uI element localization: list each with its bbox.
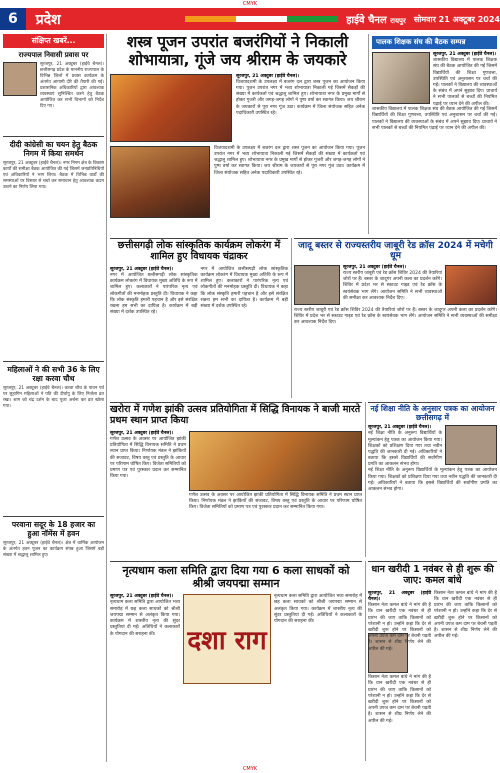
lead-body-cont: विजयादशमी के उपलक्ष्य में बजरंग दल द्वारा शस्त्र पूजन का आयोजन किया गया। पूजन उपरांत नगर में भव्य शोभायात्रा निकाली गई जिसमें सैकड़ों की संख्या में कार्यकर्ता एवं श्रद्धालु शामिल हुए। शोभायात्रा नगर के प्रमुख मार्गों से होकर गुजरी और जगह-जगह लोगों ने पुष्प वर्षा कर स्वागत किया। जय श्रीराम के जयकारों से पूरा नगर गूंज उठा। कार्यक्रम में जिला संयोजक सहित अनेक पदाधिकारी उपस्थित रहे। <box>214 145 365 176</box>
ganesh-body-cont: गणेश उत्सव के अवसर पर आयोजित झांकी प्रतियोगिता में सिद्धि विनायक समिति ने प्रथम स्थान प्राप्त किया। निर्णायक मंडल ने झांकियों की सजावट, विषय वस्तु एवं प्रस्तुति के आधार पर परिणाम घोषित किए। विजेता समितियों को प्रमाण पत्र एवं पुरस्कार प्रदान कर सम्मानित किया गया। <box>189 492 362 511</box>
culture-dateline: सूरजपुर, 21 अक्टूबर (हाईवे चैनल)। <box>110 266 174 272</box>
masthead <box>0 8 500 30</box>
ganesh-photo <box>189 431 362 491</box>
paddy-body: किसान नेता कमल बांधे ने मांग की है कि धान खरीदी एक नवंबर से ही प्रारंभ की जाए ताकि किसानों को परेशानी न हो। उन्होंने कहा कि देर से खरीदी शुरू होने पर किसानों को अपनी उपज कम दाम पर बेचनी पड़ती है। शासन से शीघ्र निर्णय लेने की अपील की गई। <box>368 603 431 652</box>
paddy-body-cont: किसान नेता कमल बांधे ने मांग की है कि धान खरीदी एक नवंबर से ही प्रारंभ की जाए ताकि किसानों को परेशानी न हो। उन्होंने कहा कि देर से खरीदी शुरू होने पर किसानों को अपनी उपज कम दाम पर बेचनी पड़ती है। शासन से शीघ्र निर्णय लेने की अपील की गई। <box>368 675 431 724</box>
sidebar-item-title: परवाना सदूर के 18 हजार का हुआ नॉमेंस में हवन <box>11 520 96 539</box>
brand-name: हाईवे चैनल रायपुर <box>346 15 406 26</box>
magic-story <box>294 238 497 398</box>
culture-story <box>110 238 288 398</box>
culture-headline: छत्तीसगढ़ी लोक सांस्कृतिक कार्यक्रम लोकरंग में शामिल हुए विधायक चंद्राकर <box>117 240 281 262</box>
culture-body: नगर में आयोजित छत्तीसगढ़ी लोक सांस्कृतिक कार्यक्रम लोकरंग में विधायक मुख्य अतिथि के रूप में शामिल हुए। कलाकारों ने पारंपरिक नृत्य एवं लोकगीतों की मनमोहक प्रस्तुति दी। विधायक ने कहा कि लोक संस्कृति हमारी पहचान है और इसे संरक्षित रखना हम सभी का दायित्व है। कार्यक्रम में बड़ी संख्या में दर्शक उपस्थित रहे। <box>110 273 198 316</box>
tricolor-strip <box>185 16 339 22</box>
sidebar-item-title: महिलाओं ने की सभी 36 के लिए रक्षा करवा चौथ <box>7 365 100 384</box>
sidebar-item-body: सूरजपुर, 21 अक्टूबर (हाईवे चैनल)। छत्तीसगढ़ प्रदेश के माननीय राज्यपाल के विभिन्न जिलों में प्रवास कार्यक्रम के अंतर्गत आगामी दौरे की तैयारी की गई। प्रशासनिक अधिकारियों द्वारा आवश्यक व्यवस्थाएं सुनिश्चित करने हेतु बैठक आयोजित कर सभी विभागों को निर्देश दिए गए। <box>40 62 104 110</box>
sidebar-item-title: राज्यपाल निवासी प्रवास पर <box>18 51 89 59</box>
education-story <box>368 402 497 557</box>
column-divider <box>291 238 292 398</box>
column-divider <box>106 34 107 762</box>
magic-photo-2 <box>445 265 497 305</box>
sidebar-item-body: सूरजपुर, 21 अक्टूबर (हाईवे चैनल)। क्षेत्र में धार्मिक आयोजन के अंतर्गत हवन पूजन का कार्यक्रम संपन्न हुआ जिसमें बड़ी संख्या में श्रद्धालु शामिल हुए। <box>3 541 104 559</box>
ptm-headline: पालक शिक्षक संघ की बैठक सम्पन्न <box>372 36 497 49</box>
lead-headline: शस्त्र पूजन उपरांत बजरंगियों ने निकाली शोभायात्रा, गूंजे जय श्रीराम के जयकारे <box>126 33 349 69</box>
paddy-headline: धान खरीदी 1 नवंबर से ही शुरू की जाए: कमल बांधे <box>371 564 494 586</box>
brand-city: रायपुर <box>390 17 406 25</box>
ptm-body: शासकीय विद्यालय में पालक शिक्षक संघ की बैठक आयोजित की गई जिसमें विद्यार्थियों की शिक्षा गुणवत्ता, उपस्थिति एवं अनुशासन पर चर्चा की गई। पालकों ने विद्यालय की व्यवस्थाओं के संबंध में अपने सुझाव दिए। प्राचार्य ने सभी पालकों से बच्चों की नियमित पढ़ाई पर ध्यान देने की अपील की। <box>433 58 497 107</box>
magic-headline: जादू बस्तर से राज्यस्तरीय जाबूरी रेड क्रॉस 2024 में मचेगी धूम <box>298 241 493 262</box>
nritya-body-cont: नृत्यधाम कला समिति द्वारा आयोजित भव्य समारोह में छह कला साधकों को श्रीश्री जयपद्मा सम्मान से अलंकृत किया गया। कार्यक्रम में शास्त्रीय नृत्य की सुंदर प्रस्तुतियां दी गईं। अतिथियों ने कलाकारों के योगदान की सराहना की। <box>274 594 362 625</box>
nritya-headline: नृत्यधाम कला समिति द्वारा दिया गया 6 कला साधकों को श्रीश्री जयपद्मा सम्मान <box>122 564 350 590</box>
lead-dateline: सूरजपुर, 21 अक्टूबर (हाईवे चैनल)। <box>236 73 300 79</box>
nritya-story <box>110 561 362 761</box>
issue-date: सोमवार 21 अक्टूबर 2024 <box>413 14 500 24</box>
column-divider <box>365 561 366 761</box>
column-divider <box>365 402 366 557</box>
sidebar-header: संक्षिप्त खबरें... <box>3 34 104 48</box>
nritya-body: नृत्यधाम कला समिति द्वारा आयोजित भव्य समारोह में छह कला साधकों को श्रीश्री जयपद्मा सम्मान से अलंकृत किया गया। कार्यक्रम में शास्त्रीय नृत्य की सुंदर प्रस्तुतियां दी गईं। अतिथियों ने कलाकारों के योगदान की सराहना की। <box>110 600 180 637</box>
education-photo <box>445 425 497 465</box>
cmyk-mark-top: CMYK <box>242 1 258 7</box>
procession-photo <box>110 146 210 218</box>
cmyk-mark-bottom: CMYK <box>242 766 258 772</box>
nritya-dateline: सूरजपुर, 21 अक्टूबर (हाईवे चैनल)। <box>110 594 174 600</box>
ganesh-story <box>110 402 362 557</box>
paddy-body-cont-2: किसान नेता कमल बांधे ने मांग की है कि धान खरीदी एक नवंबर से ही प्रारंभ की जाए ताकि किसानों को परेशानी न हो। उन्होंने कहा कि देर से खरीदी शुरू होने पर किसानों को अपनी उपज कम दाम पर बेचनी पड़ती है। शासन से शीघ्र निर्णय लेने की अपील की गई। <box>434 590 497 640</box>
paddy-story <box>368 561 497 761</box>
section-title: प्रदेश <box>35 11 61 28</box>
culture-body-cont: नगर में आयोजित छत्तीसगढ़ी लोक सांस्कृतिक कार्यक्रम लोकरंग में विधायक मुख्य अतिथि के रूप में शामिल हुए। कलाकारों ने पारंपरिक नृत्य एवं लोकगीतों की मनमोहक प्रस्तुति दी। विधायक ने कहा कि लोक संस्कृति हमारी पहचान है और इसे संरक्षित रखना हम सभी का दायित्व है। कार्यक्रम में बड़ी संख्या में दर्शक उपस्थित रहे। <box>200 266 288 310</box>
education-headline: नई शिक्षा नीति के अनुसार पत्रक का आयोजन छत्तीसगढ़ में <box>370 404 495 422</box>
lead-body: विजयादशमी के उपलक्ष्य में बजरंग दल द्वारा शस्त्र पूजन का आयोजन किया गया। पूजन उपरांत नगर में भव्य शोभायात्रा निकाली गई जिसमें सैकड़ों की संख्या में कार्यकर्ता एवं श्रद्धालु शामिल हुए। शोभायात्रा नगर के प्रमुख मार्गों से होकर गुजरी और जगह-जगह लोगों ने पुष्प वर्षा कर स्वागत किया। जय श्रीराम के जयकारों से पूरा नगर गूंज उठा। कार्यक्रम में जिला संयोजक सहित अनेक पदाधिकारी उपस्थित रहे। <box>236 79 365 116</box>
education-body-cont: नई शिक्षा नीति के अनुरूप विद्यार्थियों के मूल्यांकन हेतु पत्रक का आयोजन किया गया। शिक्षकों को प्रशिक्षण दिया गया तथा नवीन पद्धति की जानकारी दी गई। अधिकारियों ने बताया कि इससे विद्यार्थियों की सर्वांगीण प्रगति का आकलन संभव होगा। <box>368 468 497 493</box>
paddy-dateline: सूरजपुर, 21 अक्टूबर (हाईवे चैनल)। <box>368 590 431 603</box>
magic-dateline: सूरजपुर, 21 अक्टूबर (हाईवे चैनल)। <box>343 264 407 270</box>
ganesh-body: गणेश उत्सव के अवसर पर आयोजित झांकी प्रतियोगिता में सिद्धि विनायक समिति ने प्रथम स्थान प्राप्त किया। निर्णायक मंडल ने झांकियों की सजावट, विषय वस्तु एवं प्रस्तुति के आधार पर परिणाम घोषित किए। विजेता समितियों को प्रमाण पत्र एवं पुरस्कार प्रदान कर सम्मानित किया गया। <box>110 437 186 480</box>
magic-photo <box>294 265 340 305</box>
sidebar-item-body: सूरजपुर, 21 अक्टूबर (हाईवे चैनल)। करवा चौथ के पावन पर्व पर सुहागिन महिलाओं ने पति की दीर्घायु के लिए निर्जला व्रत रखा। शाम को चंद्र दर्शन के बाद पूजा अर्चना कर व्रत खोला गया। <box>3 386 104 410</box>
dance-poster: दशा राग <box>183 594 271 684</box>
magic-body: राज्य स्तरीय जाबूरी एवं रेड क्रॉस शिविर 2024 की तैयारियां जोरों पर हैं। बस्तर के जादूगर अपनी कला का प्रदर्शन करेंगे। शिविर में प्रदेश भर से स्काउट गाइड एवं रेड क्रॉस के स्वयंसेवक भाग लेंगे। आयोजन समिति ने सभी व्यवस्थाओं की समीक्षा कर आवश्यक निर्देश दिए। <box>343 270 442 301</box>
education-dateline: सूरजपुर, 21 अक्टूबर (हाईवे चैनल)। <box>368 425 432 431</box>
column-divider <box>368 34 369 234</box>
ptm-body-cont: शासकीय विद्यालय में पालक शिक्षक संघ की बैठक आयोजित की गई जिसमें विद्यार्थियों की शिक्षा गुणवत्ता, उपस्थिति एवं अनुशासन पर चर्चा की गई। पालकों ने विद्यालय की व्यवस्थाओं के संबंध में अपने सुझाव दिए। प्राचार्य ने सभी पालकों से बच्चों की नियमित पढ़ाई पर ध्यान देने की अपील की। <box>372 107 497 131</box>
lead-photo <box>110 74 232 142</box>
ganesh-headline: खरोरा में गणेश झांकी उत्सव प्रतियोगिता में सिद्धि विनायक ने बाजी मारते प्रथम स्थान प्राप्त किया <box>110 404 361 426</box>
ptm-photo <box>372 52 430 104</box>
lead-story <box>110 34 365 234</box>
ptm-dateline: सूरजपुर, 21 अक्टूबर (हाईवे चैनल)। <box>433 52 497 57</box>
reporter-photo <box>3 62 37 96</box>
education-body: नई शिक्षा नीति के अनुरूप विद्यार्थियों के मूल्यांकन हेतु पत्रक का आयोजन किया गया। शिक्षकों को प्रशिक्षण दिया गया तथा नवीन पद्धति की जानकारी दी गई। अधिकारियों ने बताया कि इससे विद्यार्थियों की सर्वांगीण प्रगति का आकलन संभव होगा। <box>368 431 442 468</box>
sidebar <box>3 34 104 762</box>
page-number: 6 <box>0 8 26 30</box>
sidebar-item-title: दीदी कांग्रेसी का चयन हेतु बैठक निगम में किया समर्थन <box>9 140 98 159</box>
ptm-story <box>372 36 497 234</box>
magic-body-cont: राज्य स्तरीय जाबूरी एवं रेड क्रॉस शिविर 2024 की तैयारियां जोरों पर हैं। बस्तर के जादूगर अपनी कला का प्रदर्शन करेंगे। शिविर में प्रदेश भर से स्काउट गाइड एवं रेड क्रॉस के स्वयंसेवक भाग लेंगे। आयोजन समिति ने सभी व्यवस्थाओं की समीक्षा कर आवश्यक निर्देश दिए। <box>294 307 497 326</box>
sidebar-item-body: सूरजपुर, 21 अक्टूबर (हाईवे चैनल)। नगर निगम क्षेत्र के विकास कार्यों की समीक्षा बैठक आयोजित की गई जिसमें जनप्रतिनिधियों एवं अधिकारियों ने भाग लिया। बैठक में विभिन्न वार्डों की समस्याओं पर विस्तार से चर्चा कर समाधान हेतु आवश्यक कदम उठाने का निर्णय लिया गया। <box>3 161 104 191</box>
ganesh-dateline: सूरजपुर, 21 अक्टूबर (हाईवे चैनल)। <box>110 430 174 436</box>
